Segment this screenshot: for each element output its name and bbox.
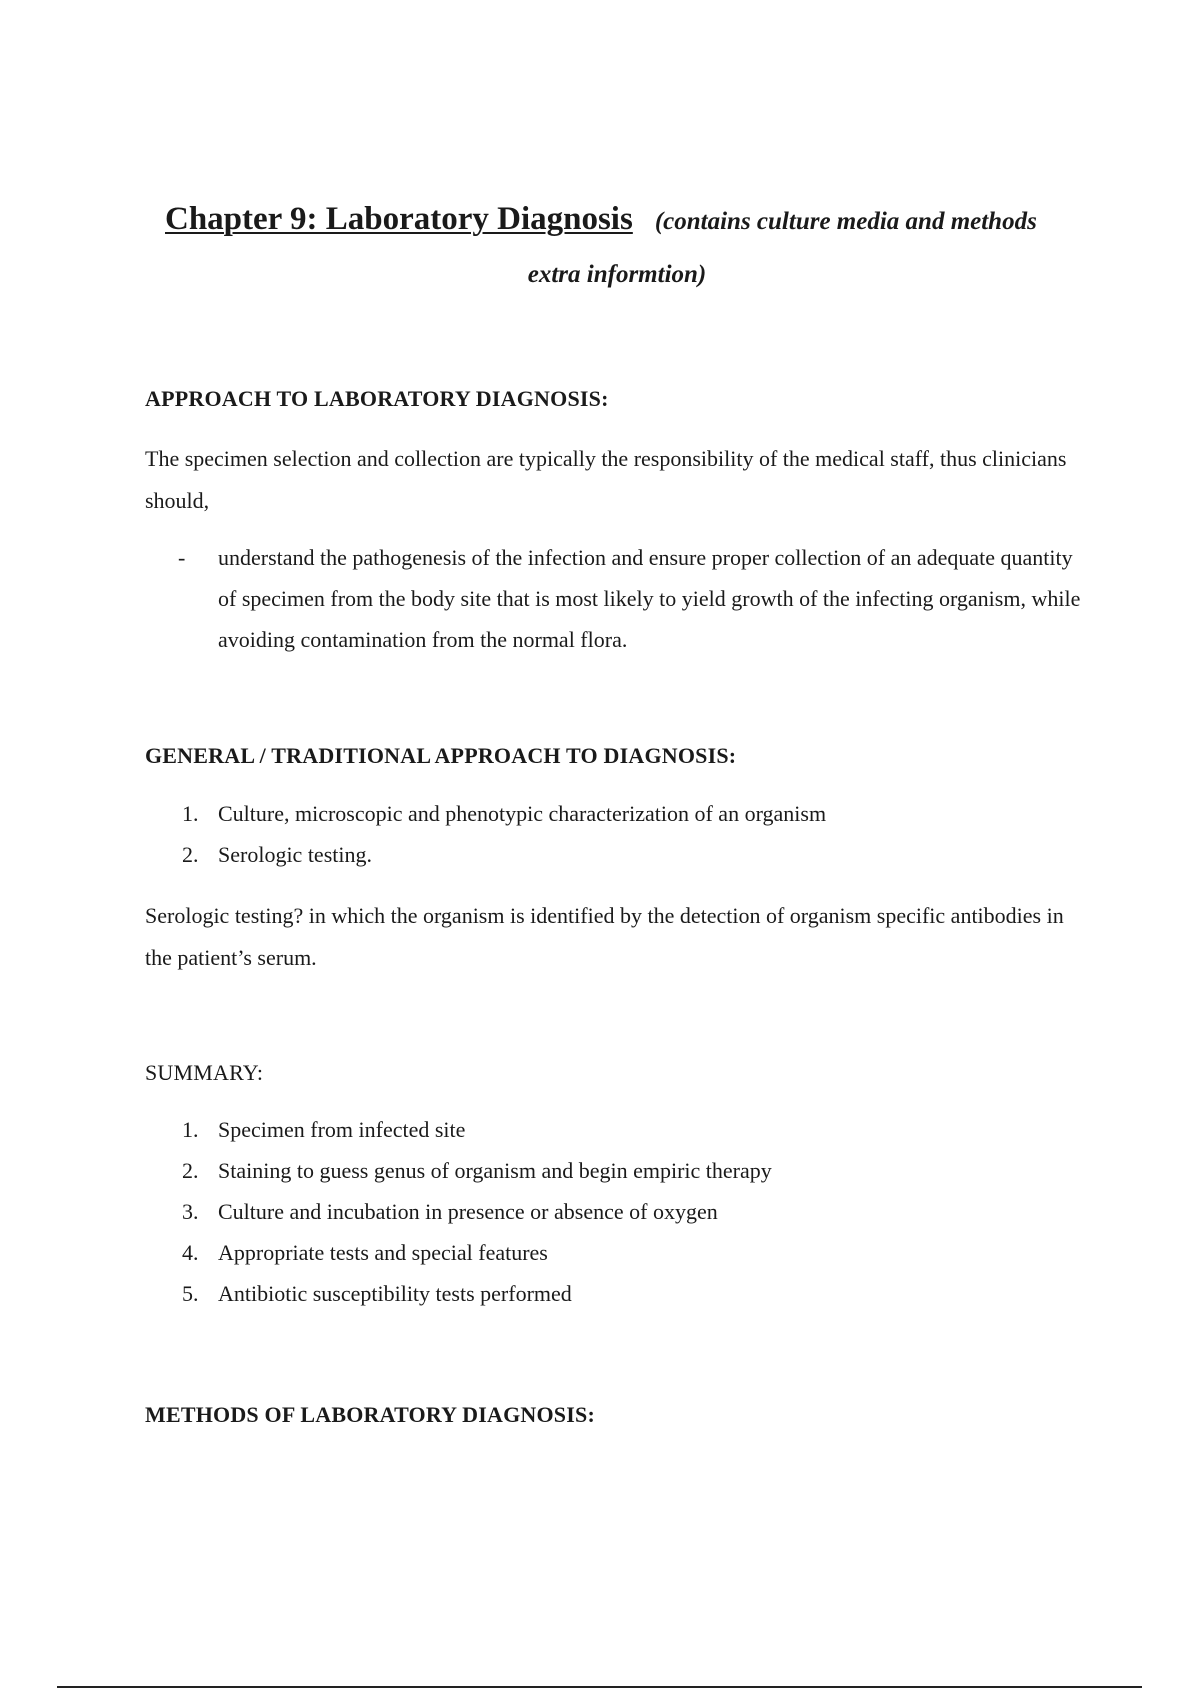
chapter-title: [165, 201, 1085, 238]
approach-paragraph: The specimen selection and collection are typically the responsibility of the medical staff, thus clinicians should,: [145, 446, 1067, 513]
list-item: [178, 1273, 772, 1314]
list-item: [178, 1232, 772, 1273]
list-item-text: Serologic testing.: [218, 842, 372, 867]
approach-bullet: [178, 537, 1088, 660]
methods-heading: METHODS OF LABORATORY DIAGNOSIS:: [145, 1402, 595, 1427]
bullet-marker: -: [178, 545, 186, 570]
list-item-text: Antibiotic susceptibility tests performed: [218, 1281, 572, 1306]
list-number: 4.: [182, 1240, 199, 1265]
approach-bullet-text: understand the pathogenesis of the infection and ensure proper collection of an adequate quantity of specimen from the body site that is most likely to yield growth of the infecting organism, while avoiding contamination from the normal flora.: [218, 545, 1081, 652]
list-item-text: Specimen from infected site: [218, 1117, 466, 1142]
list-item: [178, 834, 826, 875]
approach-heading: APPROACH TO LABORATORY DIAGNOSIS:: [145, 386, 609, 411]
list-item-text: Culture and incubation in presence or absence of oxygen: [218, 1199, 718, 1224]
general-list: [178, 793, 826, 875]
chapter-title-note: (contains culture media and methods: [654, 208, 1037, 235]
list-item: [178, 1150, 772, 1191]
list-item-text: Culture, microscopic and phenotypic characterization of an organism: [218, 801, 827, 826]
list-number: 2.: [182, 842, 199, 867]
summary-heading: SUMMARY:: [145, 1060, 264, 1085]
summary-list: [178, 1109, 772, 1314]
chapter-title-note-continued: extra informtion): [527, 261, 707, 288]
list-item: [178, 793, 826, 834]
chapter-title-main: Chapter 9: Laboratory Diagnosis: [165, 201, 633, 237]
list-number: 1.: [182, 801, 199, 826]
list-number: 2.: [182, 1158, 199, 1183]
general-heading: GENERAL / TRADITIONAL APPROACH TO DIAGNOSIS:: [145, 743, 737, 768]
serologic-paragraph: Serologic testing? in which the organism is identified by the detection of organism specific antibodies in the patient’s serum.: [145, 903, 1064, 970]
page-bottom-rule: [57, 1686, 1142, 1688]
list-number: 3.: [182, 1199, 199, 1224]
list-number: 5.: [182, 1281, 199, 1306]
list-item-text: Staining to guess genus of organism and begin empiric therapy: [218, 1158, 772, 1183]
list-number: 1.: [182, 1117, 199, 1142]
list-item-text: Appropriate tests and special features: [218, 1240, 548, 1265]
list-item: [178, 1109, 772, 1150]
list-item: [178, 1191, 772, 1232]
